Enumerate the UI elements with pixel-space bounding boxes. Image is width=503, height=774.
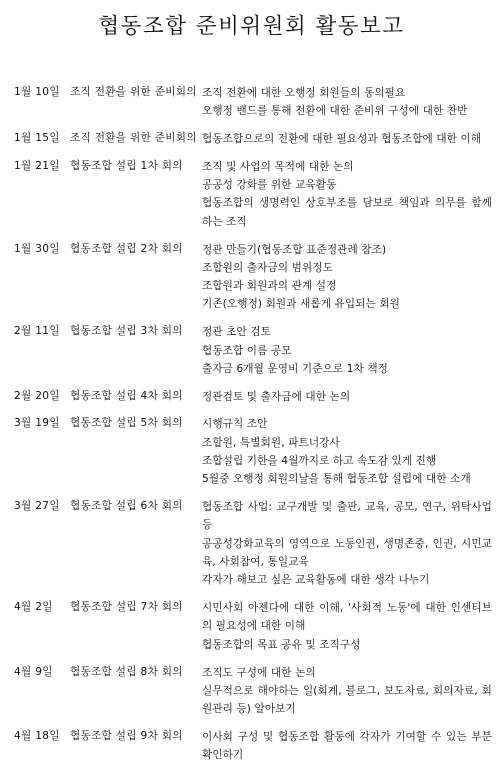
entry-detail-line: 조직 및 사업의 목적에 대한 논의 <box>202 160 354 173</box>
activity-entry <box>0 415 503 488</box>
entry-date: 1월 30일 <box>14 242 60 255</box>
entry-details <box>202 241 492 314</box>
entry-meeting: 협동조합 설립 1차 회의 <box>70 159 183 172</box>
entry-meeting: 조직 전환을 위한 준비회의 <box>70 86 197 98</box>
entry-detail-line: 협동조합 사업: 교구개발 및 출판, 교육, 공모, 연구, 위탁사업 등 <box>202 501 492 532</box>
entry-date: 1월 10일 <box>14 86 60 98</box>
entry-detail-line: 조합원의 출자금의 범위정도 <box>202 261 333 274</box>
entry-date: 1월 15일 <box>14 132 60 145</box>
activity-entry <box>0 728 503 765</box>
entry-detail-line: 조직도 구성에 대한 논의 <box>202 666 316 679</box>
entry-meeting: 협동조합 설립 8차 회의 <box>70 665 183 678</box>
entry-date: 4월 18일 <box>14 729 60 742</box>
entry-meeting: 협동조합 설립 7차 회의 <box>70 601 183 614</box>
entry-details <box>202 130 492 148</box>
page-title: 협동조합 준비위원회 활동보고 <box>98 14 405 39</box>
entry-date: 3월 27일 <box>14 500 60 513</box>
entry-details <box>202 498 492 589</box>
activity-list <box>0 84 503 774</box>
entry-details <box>202 158 492 231</box>
entry-detail-line: 조합설립 기한을 4월까지로 하고 속도감 있게 진행 <box>202 455 437 468</box>
entry-detail-line: 오행정 밴드를 통해 전환에 대한 준비위 구성에 대한 찬반 <box>202 105 468 118</box>
entry-details <box>202 664 492 719</box>
entry-detail-line: 조직 전환에 대한 오행정 회원들의 동의필요 <box>202 87 406 99</box>
entry-details <box>202 415 492 488</box>
entry-meeting: 협동조합 설립 9차 회의 <box>70 729 183 742</box>
entry-detail-line: 정관 초안 검토 <box>202 326 271 339</box>
entry-date: 2월 20일 <box>14 389 60 402</box>
entry-detail-line: 실무적으로 해야하는 일(회계, 블로그, 보도자료, 회의자료, 회원관리 등) 알아보기 <box>202 684 492 716</box>
entry-detail-line: 공공성강화교육의 영역으로 노동인권, 생명존중, 인권, 시민교육, 사회참여, 통일교육 <box>202 537 492 569</box>
entry-detail-line: 협동조합의 생명력인 상호부조를 담보로 책임과 의무를 함께 하는 조직 <box>202 197 492 228</box>
entry-meeting: 협동조합 설립 6차 회의 <box>70 500 183 513</box>
entry-date: 2월 11일 <box>14 325 60 338</box>
entry-meeting: 협동조합 설립 2차 회의 <box>70 242 183 255</box>
entry-detail-line: 시행규칙 조안 <box>202 418 268 431</box>
entry-detail-line: 각자가 해보고 싶은 교육활동에 대한 생각 나누기 <box>202 574 430 587</box>
entry-details <box>202 599 492 654</box>
entry-details <box>202 388 492 406</box>
entry-detail-line: 협동조합 이름 공모 <box>202 344 292 357</box>
entry-details <box>202 728 492 765</box>
entry-detail-line: 정관 만들기(협동조합 표준정관례 참조) <box>202 243 387 256</box>
entry-detail-line: 이사회 구성 및 협동조합 활동에 각자가 기여할 수 있는 부분 확인하기 <box>202 730 492 762</box>
activity-entry <box>0 498 503 589</box>
activity-entry <box>0 323 503 378</box>
entry-detail-line: 출자금 6개월 운영비 기준으로 1차 책정 <box>202 362 389 375</box>
activity-entry <box>0 130 503 148</box>
entry-meeting: 협동조합 설립 5차 회의 <box>70 417 183 430</box>
activity-entry <box>0 664 503 719</box>
entry-meeting: 협동조합 설립 3차 회의 <box>70 325 183 338</box>
entry-detail-line: 조합원과 회원과의 관계 설정 <box>202 280 337 293</box>
entry-detail-line: 협동조합의 목표 공유 및 조직구성 <box>202 638 361 651</box>
entry-detail-line: 5월중 오행정 회원의날을 통해 협동조합 설립에 대한 소개 <box>202 473 471 486</box>
entry-date: 1월 21일 <box>14 159 60 172</box>
entry-detail-line: 공공성 강화를 위한 교육활동 <box>202 179 337 192</box>
entry-date: 4월 2일 <box>14 601 53 614</box>
activity-entry <box>0 388 503 406</box>
entry-detail-line: 협동조합으로의 전환에 대한 필요성과 협동조합에 대한 이해 <box>202 133 482 146</box>
entry-meeting: 협동조합 설립 4차 회의 <box>70 389 183 402</box>
activity-entry <box>0 84 503 121</box>
entry-detail-line: 기존(오행정) 회원과 새롭게 유입되는 회원 <box>202 298 401 311</box>
activity-entry <box>0 241 503 314</box>
activity-entry <box>0 158 503 231</box>
entry-detail-line: 정관검토 및 출자금에 대한 논의 <box>202 390 351 403</box>
entry-details <box>202 323 492 378</box>
activity-entry <box>0 599 503 654</box>
entry-detail-line: 시민사회 아젠다에 대한 이해, '사회적 노동'에 대한 인센티브의 필요성에 대한 이해 <box>202 602 492 633</box>
entry-meeting: 조직 전환을 위한 준비회의 <box>70 132 197 145</box>
entry-date: 4월 9일 <box>14 665 53 678</box>
entry-date: 3월 19일 <box>14 417 60 430</box>
entry-details <box>202 84 492 121</box>
entry-detail-line: 조합원, 특별회원, 파트너강사 <box>202 436 340 449</box>
